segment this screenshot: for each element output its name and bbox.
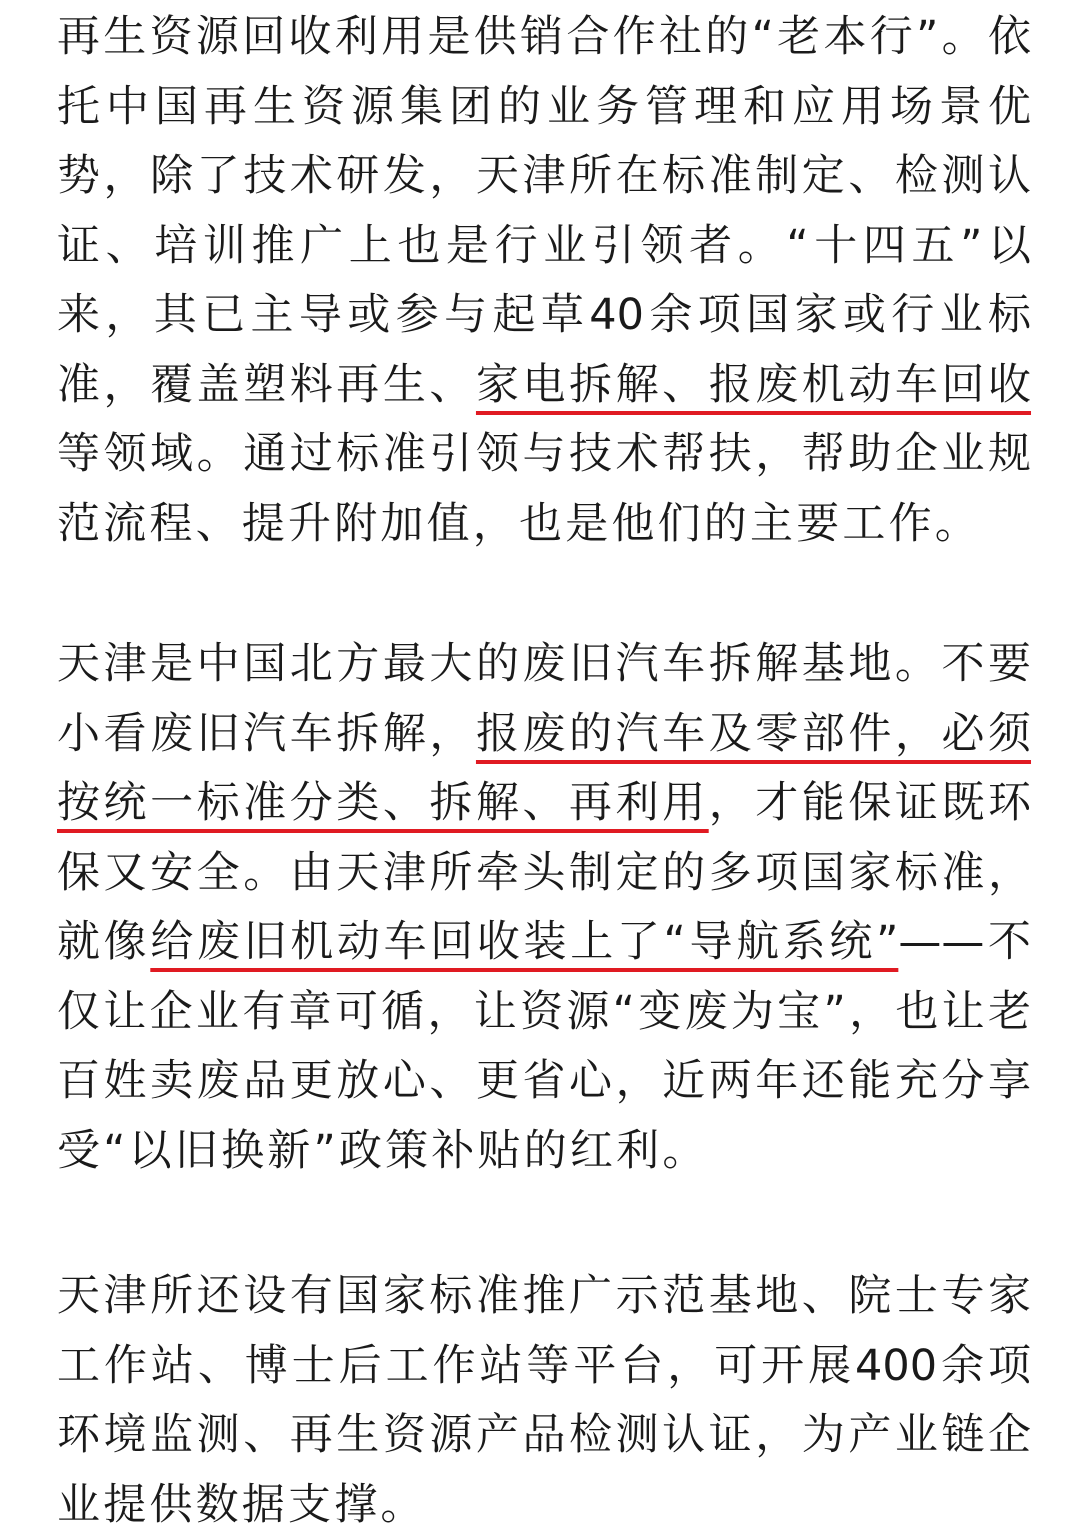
text-segment: 环境监测、再生资源产品检测认证，为产业链企 bbox=[57, 1410, 1031, 1460]
text-line bbox=[57, 700, 1031, 768]
highlighted-phrase: 家电拆解、报废机动车回收 bbox=[475, 359, 1032, 410]
text-line bbox=[57, 212, 1031, 280]
text-segment: 业提供数据支撑。 bbox=[57, 1479, 427, 1530]
text-line bbox=[57, 351, 1031, 419]
text-line bbox=[57, 1471, 427, 1539]
text-segment: 范流程、提升附加值，也是他们的主要工作。 bbox=[57, 498, 981, 549]
text-line bbox=[57, 142, 1031, 210]
text-line bbox=[57, 978, 1031, 1046]
text-segment: 准，覆盖塑料再生、 bbox=[57, 359, 476, 410]
text-line bbox=[57, 769, 1031, 837]
text-line bbox=[57, 281, 1031, 349]
text-line bbox=[57, 908, 1031, 976]
text-segment: 就像 bbox=[57, 917, 151, 967]
highlighted-phrase: 按统一标准分类、拆解、再利用 bbox=[57, 778, 709, 828]
text-line bbox=[57, 630, 1031, 698]
text-segment: 仅让企业有章可循，让资源“变废为宝”，也让老 bbox=[57, 986, 1031, 1037]
text-segment: 等领域。通过标准引领与技术帮扶，帮助企业规 bbox=[57, 429, 1031, 479]
text-line bbox=[57, 420, 1031, 488]
highlighted-phrase: 给废旧机动车回收装上了“导航系统” bbox=[150, 917, 899, 967]
text-line bbox=[57, 3, 1031, 71]
text-segment: ，才能保证既环 bbox=[708, 778, 1032, 828]
text-line bbox=[57, 490, 981, 558]
text-segment: 再生资源回收利用是供销合作社的“老本行”。依 bbox=[57, 12, 1031, 62]
text-line bbox=[57, 839, 1031, 907]
text-segment: 受“以旧换新”政策补贴的红利。 bbox=[57, 1125, 709, 1176]
text-segment: 保又安全。由天津所牵头制定的多项国家标准， bbox=[57, 847, 1031, 898]
text-line bbox=[57, 1401, 1031, 1469]
text-segment: 来，其已主导或参与起草40余项国家或行业标 bbox=[57, 290, 1031, 340]
text-line bbox=[57, 73, 1031, 141]
text-segment: 工作站、博士后工作站等平台，可开展400余项 bbox=[57, 1340, 1031, 1391]
text-segment: 天津是中国北方最大的废旧汽车拆解基地。不要 bbox=[57, 639, 1031, 689]
text-segment: 天津所还设有国家标准推广示范基地、院士专家 bbox=[57, 1271, 1031, 1321]
text-segment: 托中国再生资源集团的业务管理和应用场景优 bbox=[57, 81, 1031, 132]
text-line bbox=[57, 1262, 1031, 1330]
text-segment: 小看废旧汽车拆解， bbox=[57, 708, 476, 759]
highlighted-phrase: 报废的汽车及零部件，必须 bbox=[475, 708, 1032, 759]
text-segment: 百姓卖废品更放心、更省心，近两年还能充分享 bbox=[57, 1056, 1031, 1106]
text-segment: ——不 bbox=[898, 917, 1031, 967]
text-line bbox=[57, 1047, 1031, 1115]
text-segment: 证、培训推广上也是行业引领者。“十四五”以 bbox=[57, 220, 1031, 271]
text-segment: 势，除了技术研发，天津所在标准制定、检测认 bbox=[57, 151, 1031, 201]
text-line bbox=[57, 1117, 709, 1185]
text-line bbox=[57, 1332, 1031, 1400]
